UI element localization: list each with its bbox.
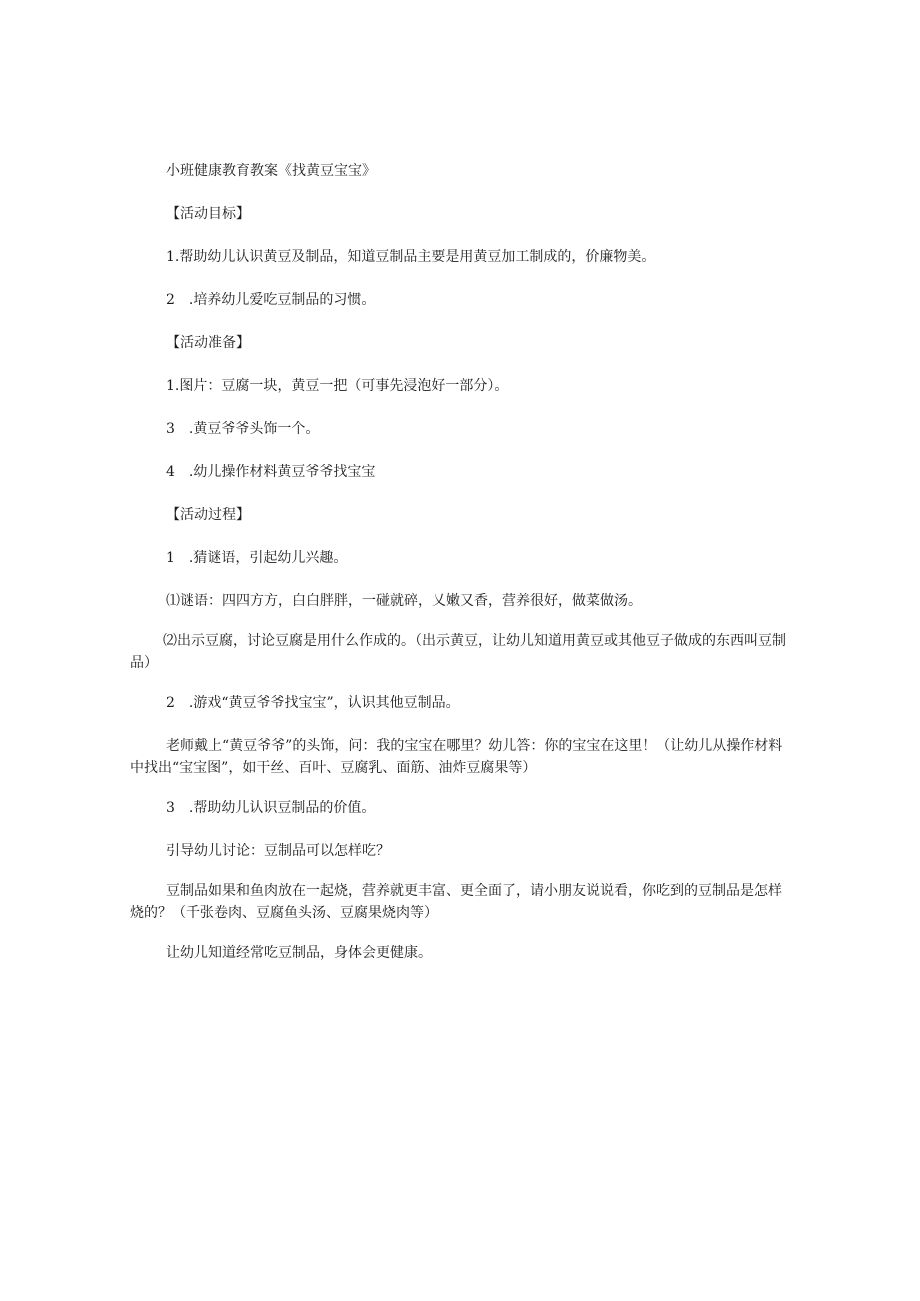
process-step-3-conclusion: 让幼儿知道经常吃豆制品，身体会更健康。 [166,945,432,961]
process-step-3-guide: 引导幼儿讨论：豆制品可以怎样吃？ [166,843,390,859]
prep-item-3: 3 .黄豆爷爷头饰一个。 [166,421,320,437]
section-heading-process: 【活动过程】 [166,507,250,523]
process-step-2: 2 .游戏“黄豆爷爷找宝宝”，认识其他豆制品。 [166,695,460,711]
process-step-3-cooking: 豆制品如果和鱼肉放在一起烧，营养就更丰富、更全面了，请小朋友说说看，你吃到的豆制品是怎样烧的？（千张卷肉、豆腐鱼头汤、豆腐果烧肉等） [130,883,782,921]
process-step-1-discussion: ⑵出示豆腐，讨论豆腐是用什么作成的。（出示黄豆，让幼儿知道用黄豆或其他豆子做成的东西叫豆制品） [130,633,786,671]
process-step-1: 1 .猜谜语，引起幼儿兴趣。 [166,550,348,566]
process-step-2-game: 老师戴上“黄豆爷爷”的头饰，问：我的宝宝在哪里？幼儿答：你的宝宝在这里！（让幼儿从操作材料中找出“宝宝图”，如干丝、百叶、豆腐乳、面筋、油炸豆腐果等） [130,738,783,776]
goal-item-2: 2 .培养幼儿爱吃豆制品的习惯。 [166,292,376,308]
section-heading-prep: 【活动准备】 [166,335,250,351]
section-heading-goals: 【活动目标】 [166,206,250,222]
process-step-1-riddle: ⑴谜语：四四方方，白白胖胖，一碰就碎，乂嫩又香，营养很好，做菜做汤。 [166,593,642,609]
prep-item-4: 4 .幼儿操作材料黄豆爷爷找宝宝 [166,464,376,480]
prep-item-1: 1.图片：豆腐一块，黄豆一把（可事先浸泡好一部分）。 [166,378,509,394]
process-step-3: 3 .帮助幼儿认识豆制品的价值。 [166,800,376,816]
document-title: 小班健康教育教案《找黄豆宝宝》 [166,163,376,179]
goal-item-1: 1.帮助幼儿认识黄豆及制品，知道豆制品主要是用黄豆加工制成的，价廉物美。 [166,249,656,265]
